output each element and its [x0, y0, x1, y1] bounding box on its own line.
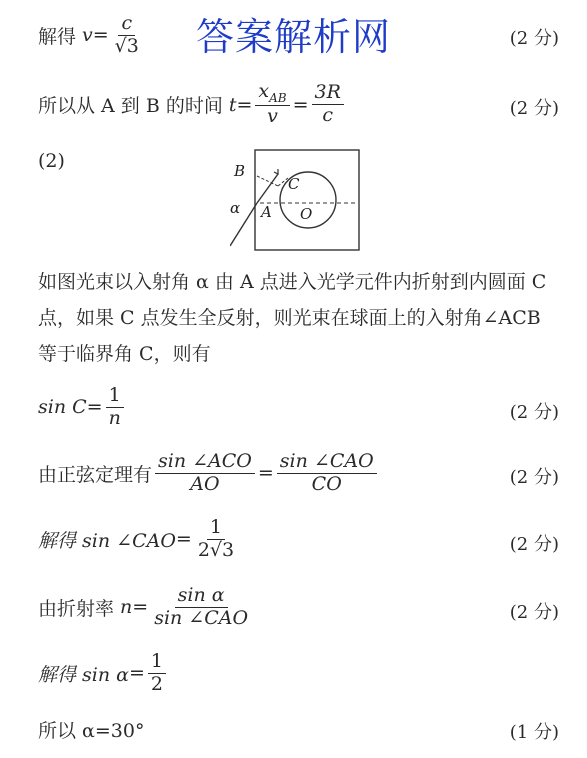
refracted-ray — [257, 174, 278, 203]
label-b: B — [234, 162, 246, 180]
var-n: n — [120, 596, 133, 619]
fraction-2 — [277, 452, 377, 495]
eq-sign: = — [257, 462, 274, 485]
eq-sign: = — [236, 93, 253, 116]
fraction — [106, 386, 124, 429]
square-outline — [255, 150, 359, 250]
numerator: sin ∠ACO — [155, 452, 255, 474]
denominator: sin ∠CAO — [154, 606, 249, 629]
score-6: (2 分) — [509, 602, 559, 623]
part-2-label: (2) — [38, 150, 65, 172]
lhs: 解得 sin α — [38, 663, 129, 686]
eq-sin-cao — [38, 518, 240, 561]
text-prefix: 由折射率 — [38, 597, 115, 620]
var-t: t — [228, 93, 237, 116]
score-1: (2 分) — [509, 28, 559, 49]
eq-sine-law — [38, 452, 380, 495]
var-x: x — [258, 80, 270, 102]
numerator — [255, 82, 289, 106]
label-a: A — [261, 203, 272, 221]
denominator: c — [322, 104, 334, 127]
numerator: sin α — [175, 586, 228, 608]
score-7: (1 分) — [509, 722, 559, 743]
numerator: c — [118, 14, 135, 36]
eq-sign: = — [86, 396, 103, 419]
eq-sign: = — [132, 596, 149, 619]
var-v: v — [82, 24, 93, 47]
numerator: 3R — [312, 83, 344, 105]
eq-refraction — [38, 586, 254, 629]
lhs: sin C — [38, 396, 87, 419]
fraction-3r-c — [312, 83, 344, 126]
denominator: √3 — [114, 34, 139, 57]
numerator: 1 — [106, 386, 124, 408]
label-o: O — [300, 205, 313, 223]
denominator: CO — [311, 472, 342, 495]
label-c: C — [288, 175, 300, 193]
eq-velocity — [38, 14, 145, 57]
numerator: sin ∠CAO — [277, 452, 377, 474]
text-prefix: 解得 — [38, 25, 77, 48]
text-prefix: 所以从 A 到 B 的时间 — [38, 95, 223, 118]
score-3: (2 分) — [509, 402, 559, 423]
fraction — [148, 652, 166, 695]
eq-time — [38, 82, 347, 127]
explanation-paragraph: 如图光束以入射角 α 由 A 点进入光学元件内折射到内圆面 C 点，如果 C 点发生全反射，则光束在球面上的入射角∠ACB 等于临界角 C，则有 — [38, 271, 547, 365]
eq-sign: = — [292, 93, 309, 116]
denominator: 2 — [150, 672, 163, 695]
eq-sign: = — [92, 24, 109, 47]
text-prefix: 由正弦定理有 — [38, 463, 153, 486]
eq-sin-c — [38, 386, 127, 429]
fraction — [112, 14, 142, 57]
eq-sign: = — [128, 662, 145, 685]
numerator: 1 — [148, 652, 166, 674]
optics-figure — [230, 146, 360, 256]
score-4: (2 分) — [509, 467, 559, 488]
numerator: 1 — [207, 518, 225, 540]
fraction-1 — [155, 452, 255, 495]
label-alpha: α — [230, 199, 241, 217]
fraction — [195, 518, 237, 561]
fraction-xab-v — [255, 82, 289, 127]
denominator: v — [267, 105, 278, 128]
denominator: 2√3 — [197, 538, 235, 561]
score-2: (2 分) — [509, 98, 559, 119]
denominator: AO — [190, 472, 220, 495]
fraction — [151, 586, 251, 629]
score-5: (2 分) — [509, 534, 559, 555]
eq-sign: = — [175, 528, 192, 551]
lhs: 解得 sin ∠CAO — [38, 529, 176, 552]
eq-sin-alpha — [38, 652, 169, 695]
subscript-ab: AB — [269, 90, 287, 105]
denominator: n — [108, 406, 121, 429]
watermark-text: 答案解析网 — [196, 15, 392, 59]
arrow-head — [274, 169, 278, 174]
eq-alpha: 所以 α=30° — [38, 720, 145, 742]
